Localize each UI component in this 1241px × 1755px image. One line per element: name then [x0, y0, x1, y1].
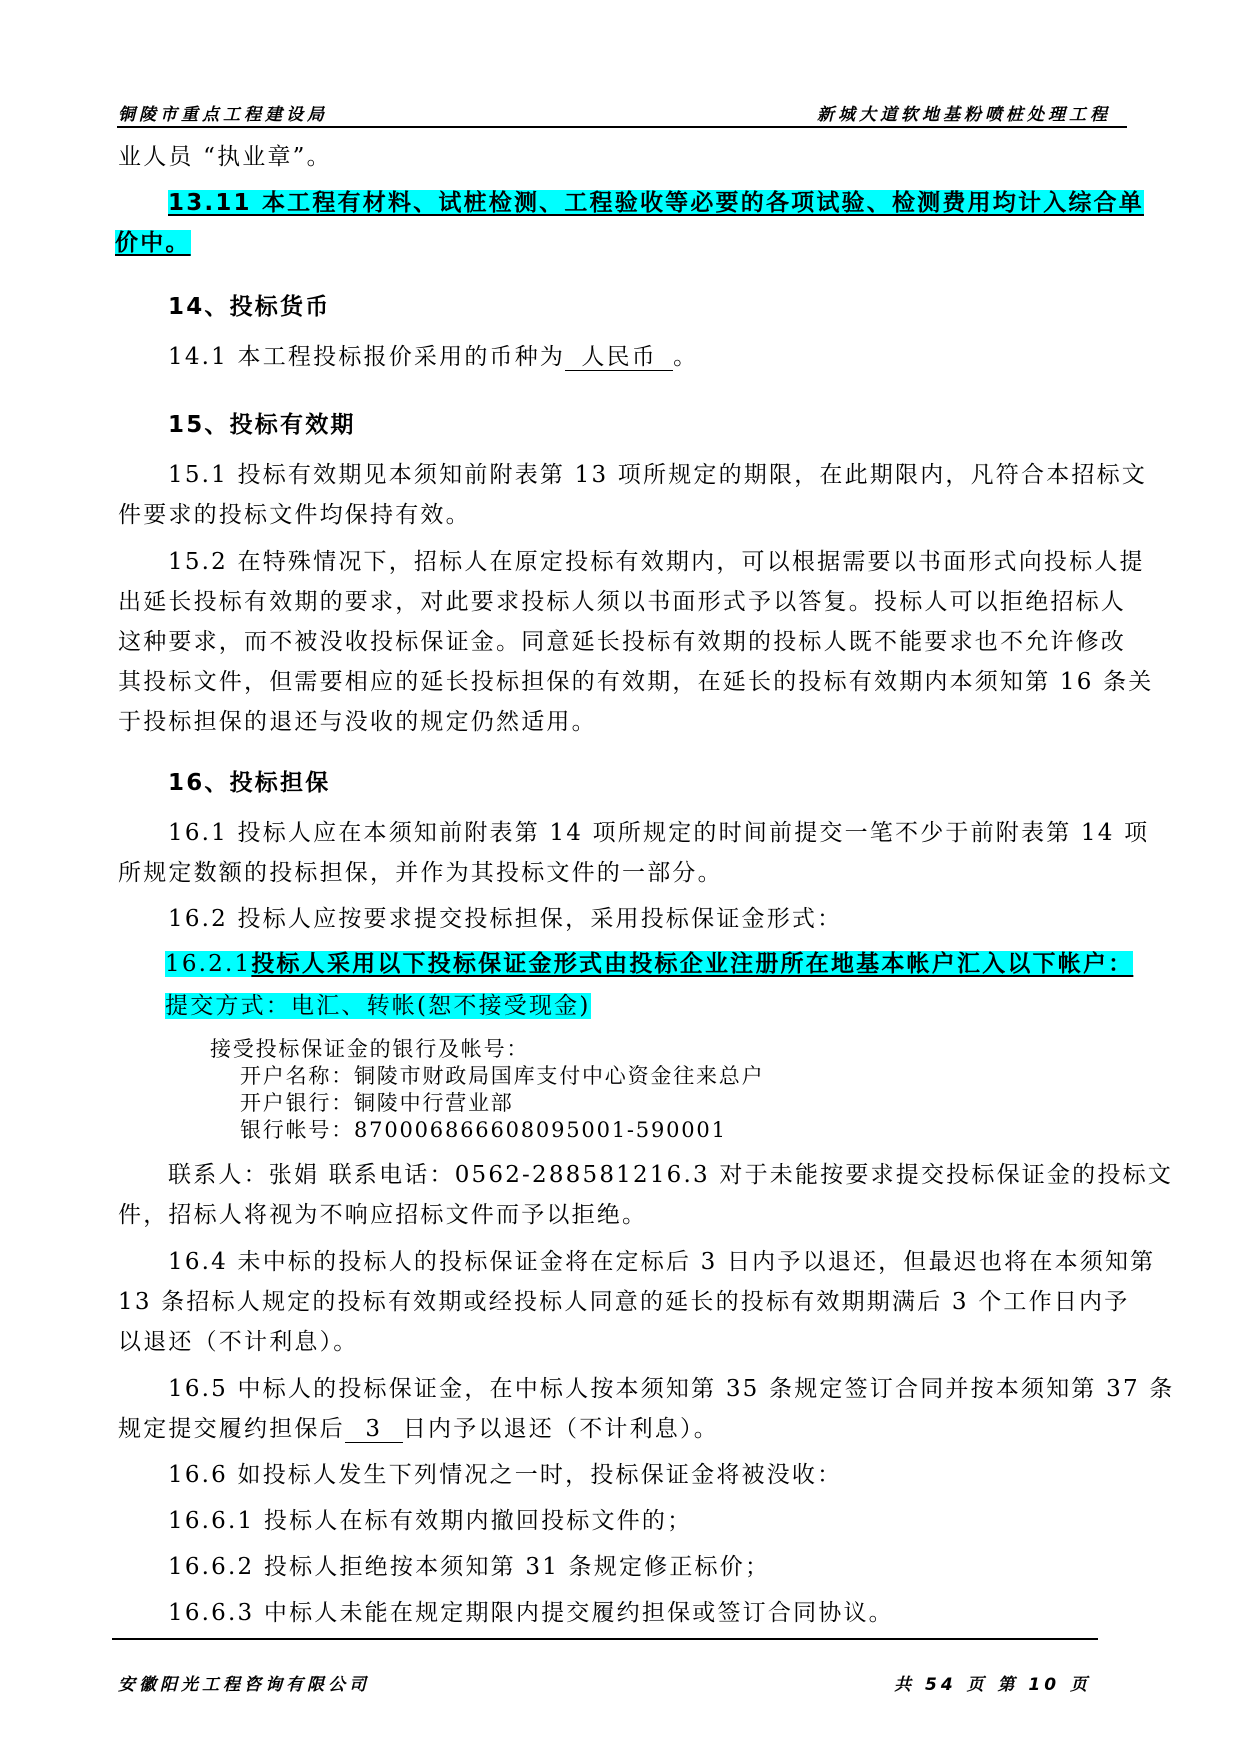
clause-15-2-line3: 这种要求，而不被没收投标保证金。同意延长投标有效期的投标人既不能要求也不允许修改	[118, 629, 1126, 655]
clause-16-6-1: 16.6.1 投标人在标有效期内撤回投标文件的；	[168, 1508, 693, 1534]
footer-rule	[112, 1638, 1098, 1640]
bank-title: 接受投标保证金的银行及帐号：	[210, 1037, 530, 1061]
clause-14-1-post: 。	[673, 344, 699, 370]
footer-left: 安徽阳光工程咨询有限公司	[118, 1675, 370, 1695]
clause-16-4-line3: 以退还（不计利息）。	[118, 1329, 359, 1355]
payment-method-text: 提交方式：电汇、转帐(恕不接受现金)	[165, 993, 591, 1019]
clause-16-2-1-num: 16.2.1	[165, 951, 252, 977]
clause-15-2-line5: 于投标担保的退还与没收的规定仍然适用。	[118, 709, 597, 735]
clause-16-1-line1: 16.1 投标人应在本须知前附表第 14 项所规定的时间前提交一笔不少于前附表第 14 项	[168, 820, 1150, 846]
heading-15: 15、投标有效期	[168, 412, 356, 438]
clause-15-2-line2: 出延长投标有效期的要求，对此要求投标人须以书面形式予以答复。投标人可以拒绝招标人	[118, 589, 1126, 615]
clause-13-11	[168, 188, 1144, 218]
header-right: 新城大道软地基粉喷桩处理工程	[817, 105, 1111, 125]
clause-16-5-line1: 16.5 中标人的投标保证金，在中标人按本须知第 35 条规定签订合同并按本须知第 37 条	[168, 1376, 1175, 1402]
heading-16: 16、投标担保	[168, 770, 331, 796]
clause-16-2-1	[165, 949, 1133, 979]
clause-16-6: 16.6 如投标人发生下列情况之一时，投标保证金将被没收：	[168, 1462, 843, 1488]
text-line: 业人员 “执业章”。	[118, 144, 332, 170]
clause-15-1-line2: 件要求的投标文件均保持有效。	[118, 502, 471, 528]
clause-13-11-cont	[115, 228, 191, 258]
clause-15-2-line1: 15.2 在特殊情况下，招标人在原定投标有效期内，可以根据需要以书面形式向投标人提	[168, 549, 1145, 575]
clause-16-5-post: 日内予以退还（不计利息）。	[402, 1416, 719, 1442]
header-left: 铜陵市重点工程建设局	[118, 105, 328, 125]
clause-16-5-line2	[118, 1414, 719, 1444]
contact-line2: 件，招标人将视为不响应招标文件而予以拒绝。	[118, 1202, 648, 1228]
footer-page-number: 共 54 页 第 10 页	[894, 1675, 1091, 1695]
clause-16-6-2: 16.6.2 投标人拒绝按本须知第 31 条规定修正标价；	[168, 1554, 771, 1580]
clause-16-2: 16.2 投标人应按要求提交投标担保，采用投标保证金形式：	[168, 906, 843, 932]
contact-line1: 联系人：张娟 联系电话：0562-288581216.3 对于未能按要求提交投标保证金的投标文	[168, 1162, 1173, 1188]
clause-16-6-3: 16.6.3 中标人未能在规定期限内提交履约担保或签订合同协议。	[168, 1600, 894, 1626]
header-rule	[117, 126, 1127, 128]
clause-13-11-line2: 价中。	[115, 230, 191, 256]
payment-method	[165, 991, 591, 1021]
clause-16-1-line2: 所规定数额的投标担保，并作为其投标文件的一部分。	[118, 860, 723, 886]
clause-16-4-line2: 13 条招标人规定的投标有效期或经投标人同意的延长的投标有效期期满后 3 个工作日内予	[118, 1289, 1130, 1315]
clause-16-5-pre: 规定提交履约担保后	[118, 1416, 345, 1442]
clause-13-11-line1: 13.11 本工程有材料、试桩检测、工程验收等必要的各项试验、检测费用均计入综合单	[168, 190, 1144, 216]
bank-branch: 开户银行：铜陵中行营业部	[240, 1091, 514, 1115]
bank-account: 银行帐号：870006866608095001-590001	[240, 1118, 727, 1142]
clause-16-4-line1: 16.4 未中标的投标人的投标保证金将在定标后 3 日内予以退还，但最迟也将在本须知第	[168, 1249, 1156, 1275]
clause-15-2-line4: 其投标文件，但需要相应的延长投标担保的有效期，在延长的投标有效期内本须知第 16 条关	[118, 669, 1154, 695]
currency-value: 人民币	[565, 344, 673, 371]
heading-14: 14、投标货币	[168, 294, 331, 320]
clause-16-2-1-text: 投标人采用以下投标保证金形式由投标企业注册所在地基本帐户汇入以下帐户：	[251, 951, 1134, 977]
clause-14-1	[168, 342, 698, 372]
bank-name: 开户名称：铜陵市财政局国库支付中心资金往来总户	[240, 1064, 765, 1088]
clause-14-1-pre: 14.1 本工程投标报价采用的币种为	[168, 344, 566, 370]
clause-15-1-line1: 15.1 投标有效期见本须知前附表第 13 项所规定的期限，在此期限内，凡符合本招标文	[168, 462, 1148, 488]
refund-days-value: 3	[345, 1416, 403, 1443]
